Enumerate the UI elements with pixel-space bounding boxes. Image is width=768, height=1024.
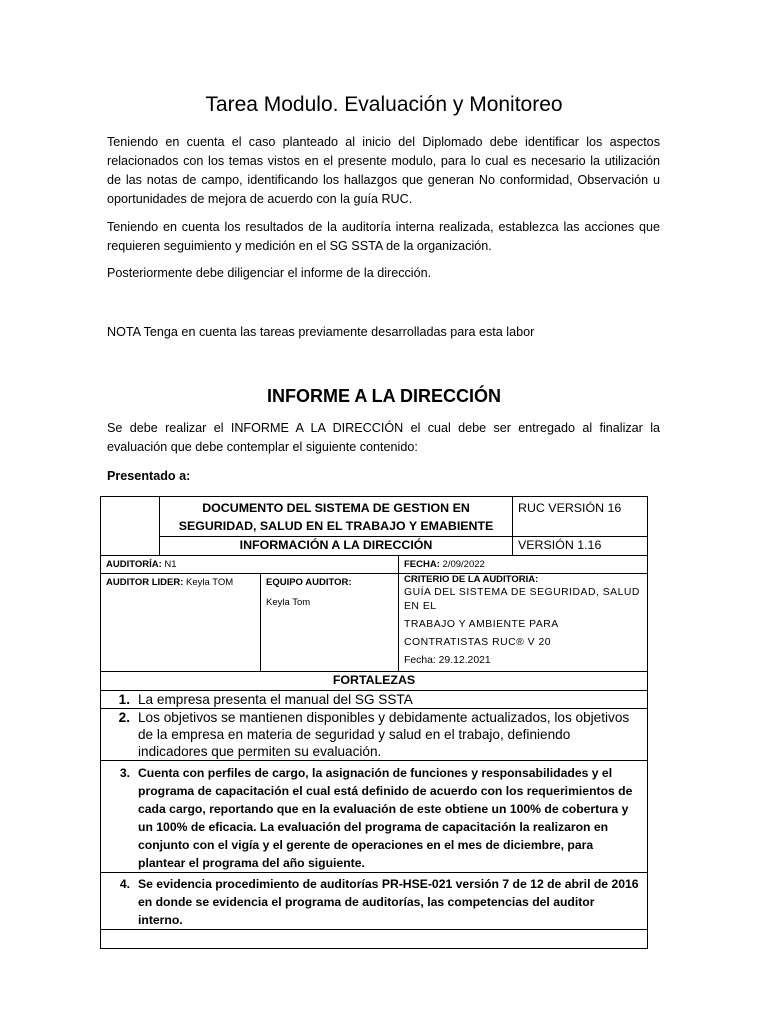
audit-criteria-cell bbox=[399, 574, 648, 672]
strength-text-4: Se evidencia procedimiento de auditorías PR-HSE-021 versión 7 de 12 de abril de 2016 en donde se evidencia el programa de auditorías, las competencias del auditor interno. bbox=[138, 877, 639, 927]
empty-cell bbox=[101, 930, 648, 949]
strength-cell-2 bbox=[101, 709, 648, 761]
strength-number-2: 2. bbox=[118, 710, 130, 725]
audit-criteria-line-1: GUÍA DEL SISTEMA DE SEGURIDAD, SALUD EN EL bbox=[404, 587, 640, 612]
audit-team-value: Keyla Tom bbox=[266, 597, 311, 608]
strengths-header-row bbox=[101, 672, 648, 691]
header-row-1 bbox=[101, 497, 648, 537]
strength-row-3 bbox=[101, 761, 648, 873]
strength-cell-4 bbox=[101, 873, 648, 930]
strength-text-2: Los objetivos se mantienen disponibles y debidamente actualizados, los objetivos de la empresa en materia de seguridad y salud en el trabajo, definiendo indicadores que permiten su evaluación. bbox=[138, 710, 630, 759]
strength-row-1 bbox=[101, 691, 648, 709]
intro-paragraph-2: Teniendo en cuenta los resultados de la auditoría interna realizada, establezca las acciones que requieren seguimiento y medición en el SG SSTA de la organización. bbox=[107, 220, 660, 253]
date-value: 2/09/2022 bbox=[442, 559, 485, 570]
audit-criteria-line-3: CONTRATISTAS RUC® V 20 bbox=[404, 637, 552, 648]
intro-paragraph-1: Teniendo en cuenta el caso planteado al inicio del Diplomado debe identificar los aspectos relacionados con los temas vistos en el presente modulo, para lo cual es necesario la utilización de las notas de campo, identificando los hallazgos que generan No conformidad, Observación u oportunidades de mejora de acuerdo con la guía RUC. bbox=[107, 135, 660, 206]
document-title: Tarea Modulo. Evaluación y Monitoreo bbox=[205, 93, 563, 116]
audit-row bbox=[101, 556, 648, 574]
audit-criteria-label: CRITERIO DE LA AUDITORIA: bbox=[404, 574, 539, 585]
strength-number-1: 1. bbox=[118, 692, 130, 707]
lead-auditor-cell bbox=[101, 574, 261, 672]
report-title: INFORME A LA DIRECCIÓN bbox=[267, 386, 501, 406]
audit-cell bbox=[101, 556, 399, 574]
presented-to-label: Presentado a: bbox=[107, 469, 191, 483]
strength-cell-1 bbox=[101, 691, 648, 709]
audit-criteria-line-4: Fecha: 29.12.2021 bbox=[404, 655, 491, 666]
date-label: FECHA: bbox=[404, 559, 440, 570]
strength-text-1: La empresa presenta el manual del SG SSTA bbox=[138, 692, 413, 707]
audit-criteria-line-2: TRABAJO Y AMBIENTE PARA bbox=[404, 619, 559, 630]
strength-row-2 bbox=[101, 709, 648, 761]
empty-row bbox=[101, 930, 648, 949]
strength-row-4 bbox=[101, 873, 648, 930]
document-system-header: DOCUMENTO DEL SISTEMA DE GESTION EN SEGURIDAD, SALUD EN EL TRABAJO Y EMABIENTE bbox=[160, 497, 513, 537]
strengths-header: FORTALEZAS bbox=[101, 672, 648, 691]
lead-auditor-label: AUDITOR LIDER: bbox=[106, 577, 184, 588]
report-intro: Se debe realizar el INFORME A LA DIRECCIÓN el cual debe ser entregado al finalizar la evaluación que debe contemplar el siguiente contenido: bbox=[107, 421, 660, 454]
note-text: NOTA Tenga en cuenta las tareas previamente desarrolladas para esta labor bbox=[107, 325, 535, 339]
logo-cell bbox=[101, 497, 160, 556]
auditor-row bbox=[101, 574, 648, 672]
strength-number-4: 4. bbox=[119, 877, 130, 891]
information-header: INFORMACIÓN A LA DIRECCIÓN bbox=[160, 537, 513, 556]
header-row-2 bbox=[101, 537, 648, 556]
strength-cell-3 bbox=[101, 761, 648, 873]
strength-text-3: Cuenta con perfiles de cargo, la asignación de funciones y responsabilidades y el programa de capacitación el cual está definido de acuerdo con los requerimientos de cada cargo, reportando que en la evaluación de este obtiene un 100% de cobertura y un 100% de eficacia. La evaluación del programa de capacitación la realizaron en conjunto con el vigía y el gerente de operaciones en el mes de diciembre, para plantear el programa del año siguiente. bbox=[138, 766, 633, 870]
intro-paragraph-3: Posteriormente debe diligenciar el informe de la dirección. bbox=[107, 266, 432, 280]
audit-value: N1 bbox=[164, 559, 177, 570]
report-table bbox=[100, 496, 648, 949]
ruc-version-cell: RUC VERSIÓN 16 bbox=[513, 497, 648, 537]
audit-team-cell bbox=[261, 574, 399, 672]
strength-number-3: 3. bbox=[119, 766, 130, 780]
date-cell bbox=[399, 556, 648, 574]
audit-team-label: EQUIPO AUDITOR: bbox=[266, 577, 352, 588]
version-cell: VERSIÓN 1.16 bbox=[513, 537, 648, 556]
audit-label: AUDITORÍA: bbox=[106, 559, 162, 570]
lead-auditor-value: Keyla TOM bbox=[186, 577, 234, 588]
